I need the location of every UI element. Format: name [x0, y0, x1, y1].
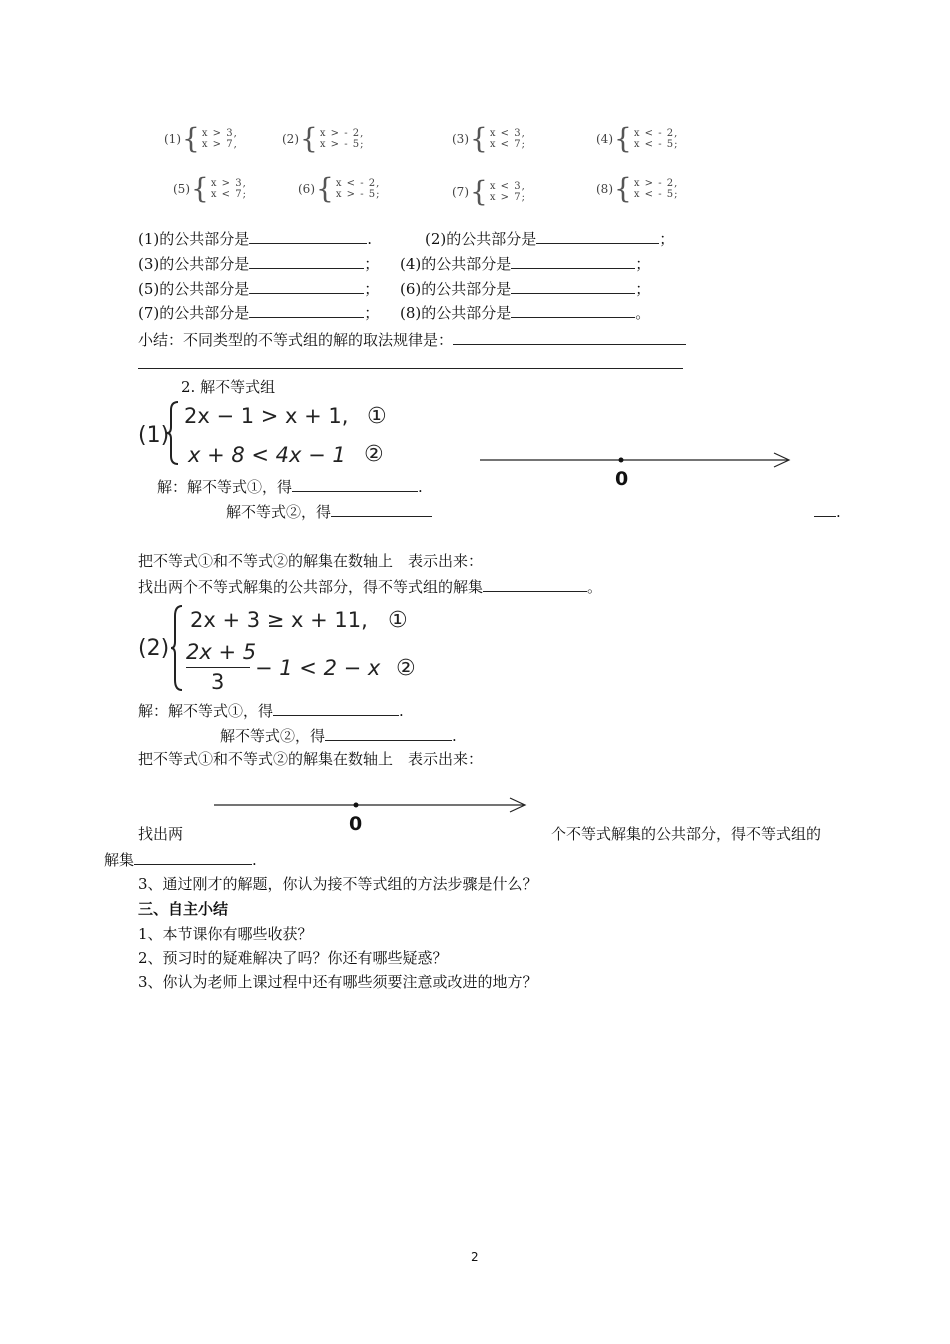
answer-blank[interactable]	[249, 229, 367, 244]
summary-question-3: 3、你认为老师上课过程中还有哪些须要注意或改进的地方？	[138, 973, 538, 991]
problem1-mark2: ②	[364, 442, 384, 467]
solution-label: 解不等式②，得	[220, 727, 326, 745]
problem1-label: (1)	[138, 423, 170, 448]
summary-row	[138, 330, 686, 349]
problem2-frac-num: 2x + 5	[186, 640, 257, 664]
system-row: x < 7;	[489, 139, 526, 150]
problem1-brace-icon	[166, 400, 180, 466]
common-part-label: (2)的公共部分是	[425, 230, 537, 248]
system-label: (6)	[298, 182, 315, 196]
system-5	[173, 172, 247, 205]
summary-question-1: 1、本节课你有哪些收获？	[138, 925, 313, 943]
punctuation: ；	[635, 280, 651, 298]
punctuation: .	[367, 230, 373, 248]
system-row: x < 7;	[210, 189, 247, 200]
answer-blank[interactable]	[249, 303, 364, 318]
problem1-solution-row2	[226, 502, 432, 521]
punctuation: ；	[364, 255, 380, 273]
answer-blank[interactable]	[483, 577, 587, 592]
brace-icon: {	[470, 175, 488, 208]
system-row: x > 7;	[489, 192, 526, 203]
system-label: (3)	[452, 132, 469, 146]
problem2-find-a: 找出两	[138, 825, 184, 843]
answer-blank[interactable]	[325, 726, 452, 741]
system-label: (2)	[282, 132, 299, 146]
answer-blank[interactable]	[511, 303, 635, 318]
problem2-solution-row2	[220, 726, 457, 745]
answer-blank[interactable]	[536, 229, 659, 244]
punctuation: .	[418, 478, 423, 496]
common-part-label: (4)的公共部分是	[400, 255, 512, 273]
system-row: x > - 2,	[633, 178, 679, 189]
common-part-row-8	[400, 303, 650, 322]
system-row: x > 3,	[201, 128, 238, 139]
solution-label: 解：解不等式①，得	[138, 702, 274, 720]
problem2-mark2: ②	[396, 656, 416, 681]
common-part-row-2	[425, 229, 674, 248]
brace-icon: {	[470, 122, 488, 155]
section3-title: 三、自主小结	[138, 900, 229, 918]
system-row: x > 7,	[201, 139, 238, 150]
system-row: x > 3,	[210, 178, 247, 189]
common-part-label: (7)的公共部分是	[138, 304, 250, 322]
answer-blank[interactable]	[273, 701, 399, 716]
answer-blank[interactable]	[511, 254, 635, 269]
punctuation: 。	[635, 304, 651, 322]
system-row: x < 3,	[489, 181, 526, 192]
find-label: 解集	[104, 851, 135, 869]
common-part-label: (1)的公共部分是	[138, 230, 250, 248]
system-3	[452, 122, 526, 155]
brace-icon: {	[191, 172, 209, 205]
problem1-find-row	[138, 577, 602, 596]
punctuation: 。	[587, 578, 603, 596]
system-1	[164, 122, 238, 155]
problem1-eq2: x + 8 < 4x − 1	[188, 443, 346, 467]
brace-icon: {	[300, 122, 318, 155]
summary-answer-line[interactable]	[138, 368, 683, 369]
system-label: (8)	[596, 182, 613, 196]
problem1-show-line: 把不等式①和不等式②的解集在数轴上 表示出来：	[138, 552, 484, 570]
system-4	[596, 122, 679, 155]
common-part-row-6	[400, 279, 650, 298]
problem1-solution-row2-tail	[814, 502, 841, 521]
answer-blank[interactable]	[331, 502, 432, 517]
problem1-mark1: ①	[367, 404, 387, 429]
solution-label: 解不等式②，得	[226, 503, 332, 521]
punctuation: .	[399, 702, 404, 720]
brace-icon: {	[614, 122, 632, 155]
problem2-show-line: 把不等式①和不等式②的解集在数轴上 表示出来：	[138, 750, 484, 768]
system-label: (4)	[596, 132, 613, 146]
problem2-label: (2)	[138, 636, 170, 661]
brace-icon: {	[316, 172, 334, 205]
problem2-solution-row1	[138, 701, 404, 720]
system-6	[298, 172, 381, 205]
solution-label: 解：解不等式①，得	[157, 478, 293, 496]
summary-question-2: 2、预习时的疑难解决了吗？你还有哪些疑惑？	[138, 949, 448, 967]
answer-blank[interactable]	[134, 850, 252, 865]
answer-blank[interactable]	[814, 502, 836, 517]
system-row: x < - 2,	[633, 128, 679, 139]
answer-blank[interactable]	[292, 477, 418, 492]
brace-icon: {	[182, 122, 200, 155]
punctuation: .	[836, 503, 841, 521]
punctuation: ；	[364, 280, 380, 298]
answer-blank[interactable]	[511, 279, 635, 294]
common-part-label: (6)的公共部分是	[400, 280, 512, 298]
system-row: x < - 5;	[633, 139, 679, 150]
system-row: x > - 2,	[319, 128, 365, 139]
system-row: x < - 2,	[335, 178, 381, 189]
problem2-find-row2	[104, 850, 257, 869]
problem1-eq1: 2x − 1 > x + 1,	[184, 404, 349, 428]
problem2-brace-icon	[170, 604, 184, 692]
number-line-2[interactable]	[212, 795, 528, 815]
common-part-row-1	[138, 229, 372, 248]
problem2-eq2-rest: − 1 < 2 − x	[255, 656, 381, 680]
answer-blank[interactable]	[453, 330, 686, 345]
common-part-row-3	[138, 254, 379, 273]
system-2	[282, 122, 365, 155]
system-row: x > - 5;	[335, 189, 381, 200]
system-7	[452, 175, 526, 208]
number-line-1[interactable]	[478, 450, 792, 470]
common-part-label: (3)的公共部分是	[138, 255, 250, 273]
problem2-frac-den: 3	[211, 670, 225, 694]
problem2-eq1: 2x + 3 ≥ x + 11,	[190, 608, 368, 632]
find-label: 找出两个不等式解集的公共部分，得不等式组的解集	[138, 578, 484, 596]
problem2-find-b: 个不等式解集的公共部分，得不等式组的	[551, 825, 822, 843]
common-part-row-5	[138, 279, 379, 298]
common-part-label: (5)的公共部分是	[138, 280, 250, 298]
system-label: (5)	[173, 182, 190, 196]
system-row: x > - 5;	[319, 139, 365, 150]
answer-blank[interactable]	[249, 254, 364, 269]
system-label: (7)	[452, 185, 469, 199]
punctuation: ；	[659, 230, 675, 248]
common-part-label: (8)的公共部分是	[400, 304, 512, 322]
common-part-row-7	[138, 303, 379, 322]
punctuation: ；	[364, 304, 380, 322]
system-row: x < 3,	[489, 128, 526, 139]
punctuation: .	[452, 727, 457, 745]
brace-icon: {	[614, 172, 632, 205]
page-number: 2	[471, 1250, 479, 1264]
number-line-2-zero: 0	[349, 813, 363, 835]
system-8	[596, 172, 679, 205]
section2-title: 2. 解不等式组	[181, 378, 276, 396]
number-line-1-zero: 0	[615, 468, 629, 490]
punctuation: ；	[635, 255, 651, 273]
system-row: x < - 5;	[633, 189, 679, 200]
system-label: (1)	[164, 132, 181, 146]
problem1-solution-row1	[157, 477, 423, 496]
punctuation: .	[252, 851, 257, 869]
fraction-bar	[186, 667, 250, 668]
summary-label: 小结：不同类型的不等式组的解的取法规律是：	[138, 331, 454, 349]
question-3: 3、通过刚才的解题，你认为接不等式组的方法步骤是什么？	[138, 875, 538, 893]
problem2-mark1: ①	[388, 608, 408, 633]
answer-blank[interactable]	[249, 279, 364, 294]
common-part-row-4	[400, 254, 650, 273]
